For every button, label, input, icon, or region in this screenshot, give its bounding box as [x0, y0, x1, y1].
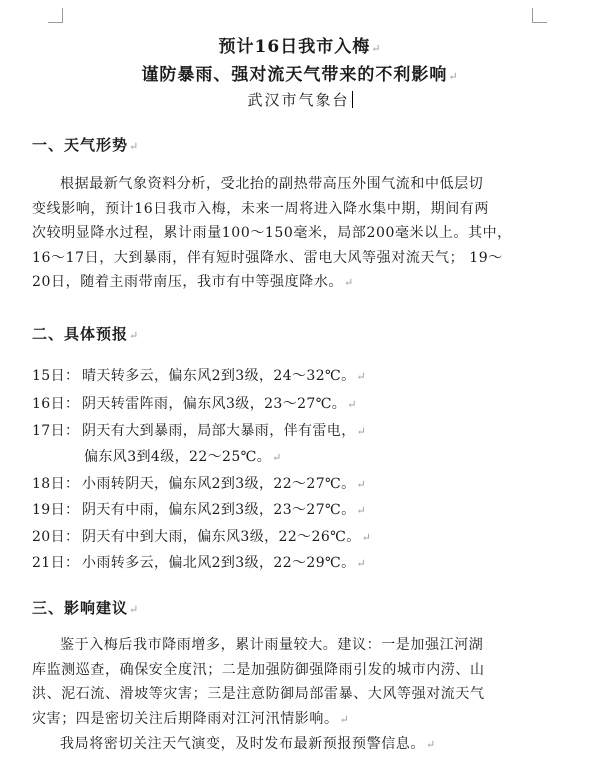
paragraph-line: 鉴于入梅后我市降雨增多，累计雨量较大。建议：一是加强江河湖 — [60, 637, 484, 653]
forecast-row-19: 19日： 阴天有中雨，偏东风2到3级，23～27℃。↵ — [32, 502, 367, 518]
paragraph-mark-icon: ↵ — [426, 738, 436, 751]
paragraph-mark-icon: ↵ — [129, 329, 140, 342]
page-corner-mark-left — [48, 8, 63, 23]
paragraph-mark-icon: ↵ — [356, 504, 367, 517]
paragraph-line: 库监测巡查，确保安全度汛；二是加强防御强降雨引发的城市内涝、山 — [32, 661, 485, 678]
section3-paragraph — [32, 633, 570, 758]
forecast-row-21: 21日： 小雨转多云，偏北风2到3级，22～29℃。↵ — [32, 555, 367, 571]
forecast-row-20: 20日： 阴天有中到大雨，偏东风3级，22～26℃。↵ — [32, 529, 372, 545]
document-title-line1: 预计16日我市入梅↵ — [218, 37, 382, 57]
section1-heading: 一、天气形势↵ — [32, 136, 140, 154]
forecast-row-15: 15日： 晴天转多云，偏东风2到3级，24～32℃。↵ — [32, 368, 367, 384]
paragraph-mark-icon: ↵ — [129, 140, 140, 153]
paragraph-line-last: 灾害；四是密切关注后期降雨对江河汛情影响。↵ — [32, 710, 350, 727]
forecast-row-17-continued: 偏东风3到4级，22～25℃。↵ — [84, 449, 282, 465]
paragraph-mark-icon: ↵ — [339, 712, 350, 726]
paragraph-mark-icon: ↵ — [448, 70, 459, 83]
document-title-line2: 谨防暴雨、强对流天气带来的不利影响↵ — [141, 65, 459, 85]
paragraph-mark-icon: ↵ — [344, 276, 354, 289]
page-corner-mark-right — [532, 8, 547, 23]
document-organization: 武汉市气象台 — [0, 89, 600, 110]
paragraph-line: 16～17日，大到暴雨，伴有短时强降水、雷电大风等强对流天气； 19～ — [32, 249, 503, 266]
section1-paragraph — [32, 172, 570, 296]
paragraph-mark-icon: ↵ — [356, 557, 367, 570]
closing-statement: 我局将密切关注天气演变，及时发布最新预报预警信息。↵ — [60, 736, 436, 752]
paragraph-line-last: 20日，随着主雨带南压，我市有中等强度降水。↵ — [32, 274, 354, 290]
paragraph-line: 变线影响，预计16日我市入梅，未来一周将进入降水集中期，期间有两 — [32, 200, 490, 217]
paragraph-mark-icon: ↵ — [356, 478, 367, 491]
paragraph-mark-icon: ↵ — [272, 451, 282, 464]
paragraph-mark-icon: ↵ — [361, 531, 372, 544]
paragraph-mark-icon: ↵ — [129, 603, 140, 616]
forecast-row-18: 18日： 小雨转阴天，偏东风2到3级，22～27℃。↵ — [32, 476, 367, 492]
forecast-row-17: 17日： 阴天有大到暴雨，局部大暴雨，伴有雷电，↵ — [32, 423, 367, 439]
paragraph-mark-icon: ↵ — [371, 42, 382, 55]
paragraph-mark-icon: ↵ — [347, 398, 357, 411]
paragraph-line: 根据最新气象资料分析，受北抬的副热带高压外围气流和中低层切 — [60, 176, 484, 192]
section2-heading: 二、具体预报↵ — [32, 325, 140, 343]
text-cursor — [352, 91, 353, 108]
section3-heading: 三、影响建议↵ — [32, 599, 140, 617]
paragraph-mark-icon: ↵ — [356, 425, 367, 438]
paragraph-line: 次较明显降水过程，累计雨量100～150毫米，局部200毫米以上。其中， — [32, 225, 512, 241]
paragraph-line: 洪、泥石流、滑坡等灾害；三是注意防御局部雷暴、大风等强对流天气 — [32, 686, 485, 702]
paragraph-mark-icon: ↵ — [356, 370, 367, 383]
forecast-row-16: 16日： 阴天转雷阵雨，偏东风3级，23～27℃。↵ — [32, 396, 357, 412]
